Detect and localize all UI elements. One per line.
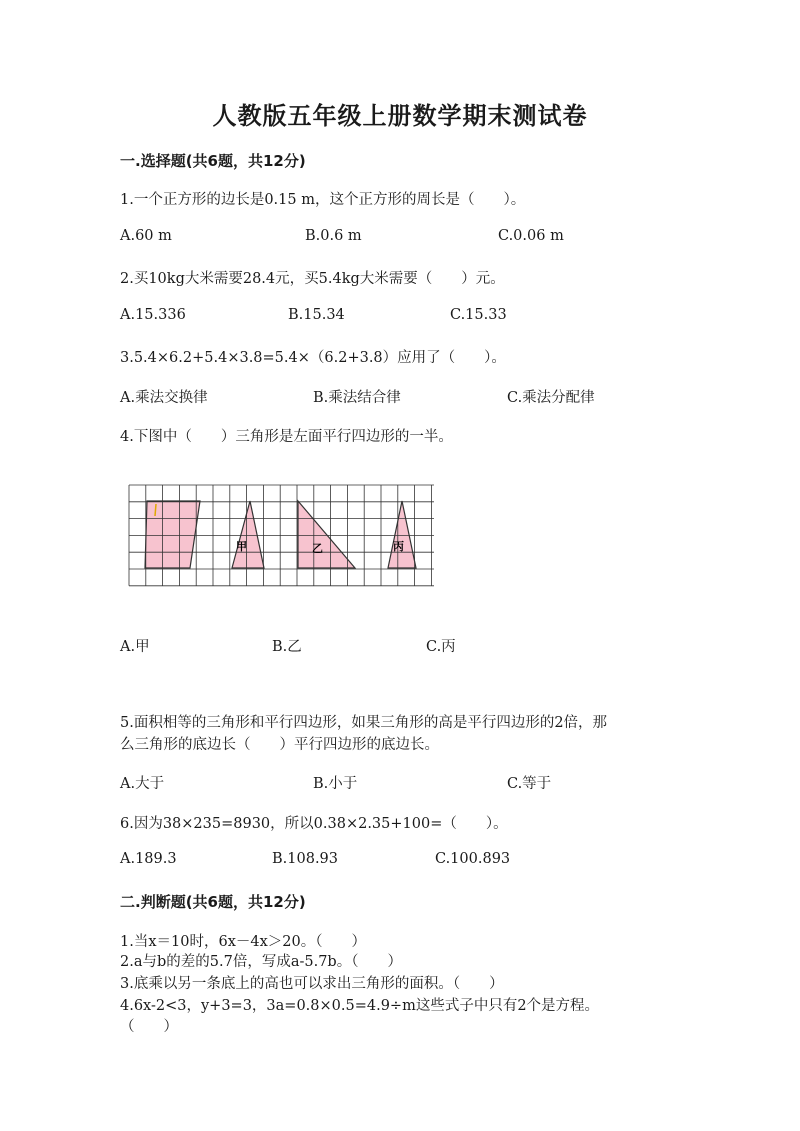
section-2-heading: 二.判断题(共6题，共12分): [120, 893, 306, 911]
q3-option-b[interactable]: B.乘法结合律: [313, 390, 401, 406]
section-1-heading: 一.选择题(共6题，共12分): [120, 152, 306, 170]
q3-option-a[interactable]: A.乘法交换律: [120, 390, 208, 406]
q1-option-a[interactable]: A.60 m: [120, 228, 172, 244]
q1-option-c[interactable]: C.0.06 m: [498, 228, 564, 244]
yellow-mark: [155, 504, 156, 516]
q1-option-b[interactable]: B.0.6 m: [305, 228, 362, 244]
judge-line-2: 2.a与b的差的5.7倍，写成a-5.7b。（ ）: [120, 954, 402, 970]
label-jia: 甲: [236, 540, 247, 553]
judge-line-5: （ ）: [120, 1019, 178, 1035]
q4-option-b[interactable]: B.乙: [272, 639, 302, 655]
triangle-bing: [388, 501, 416, 568]
q6-option-a[interactable]: A.189.3: [120, 851, 177, 867]
question-1: 1.一个正方形的边长是0.15 m，这个正方形的周长是（ ）。: [120, 192, 526, 208]
grid-lines: [129, 485, 434, 586]
question-3: 3.5.4×6.2+5.4×3.8=5.4×（6.2+3.8）应用了（ ）。: [120, 350, 506, 366]
q2-option-a[interactable]: A.15.336: [120, 307, 186, 323]
triangle-jia: [232, 501, 264, 568]
question-5-line-2: 么三角形的底边长（ ）平行四边形的底边长。: [120, 737, 439, 753]
label-yi: 乙: [312, 542, 323, 555]
triangle-grid-figure: [128, 484, 434, 588]
question-6: 6.因为38×235=8930，所以0.38×2.35+100=（ ）。: [120, 816, 508, 832]
judge-line-4: 4.6x-2<3，y+3=3，3a=0.8×0.5=4.9÷m这些式子中只有2个是方程。: [120, 998, 600, 1014]
q4-option-a[interactable]: A.甲: [120, 639, 150, 655]
question-2: 2.买10kg大米需要28.4元，买5.4kg大米需要（ ）元。: [120, 271, 505, 287]
q2-option-c[interactable]: C.15.33: [450, 307, 507, 323]
q4-option-c[interactable]: C.丙: [426, 639, 456, 655]
page-title: 人教版五年级上册数学期末测试卷: [212, 102, 588, 130]
question-4: 4.下图中（ ）三角形是左面平行四边形的一半。: [120, 429, 453, 445]
q3-option-c[interactable]: C.乘法分配律: [507, 390, 595, 406]
q6-option-c[interactable]: C.100.893: [435, 851, 511, 867]
q5-option-a[interactable]: A.大于: [120, 776, 165, 792]
judge-line-1: 1.当x＝10时，6x－4x＞20。（ ）: [120, 934, 366, 950]
q2-option-b[interactable]: B.15.34: [288, 307, 345, 323]
q5-option-c[interactable]: C.等于: [507, 776, 552, 792]
q5-option-b[interactable]: B.小于: [313, 776, 358, 792]
q6-option-b[interactable]: B.108.93: [272, 851, 339, 867]
question-5-line-1: 5.面积相等的三角形和平行四边形，如果三角形的高是平行四边形的2倍，那: [120, 715, 608, 731]
label-bing: 丙: [393, 540, 404, 553]
judge-line-3: 3.底乘以另一条底上的高也可以求出三角形的面积。（ ）: [120, 976, 504, 992]
